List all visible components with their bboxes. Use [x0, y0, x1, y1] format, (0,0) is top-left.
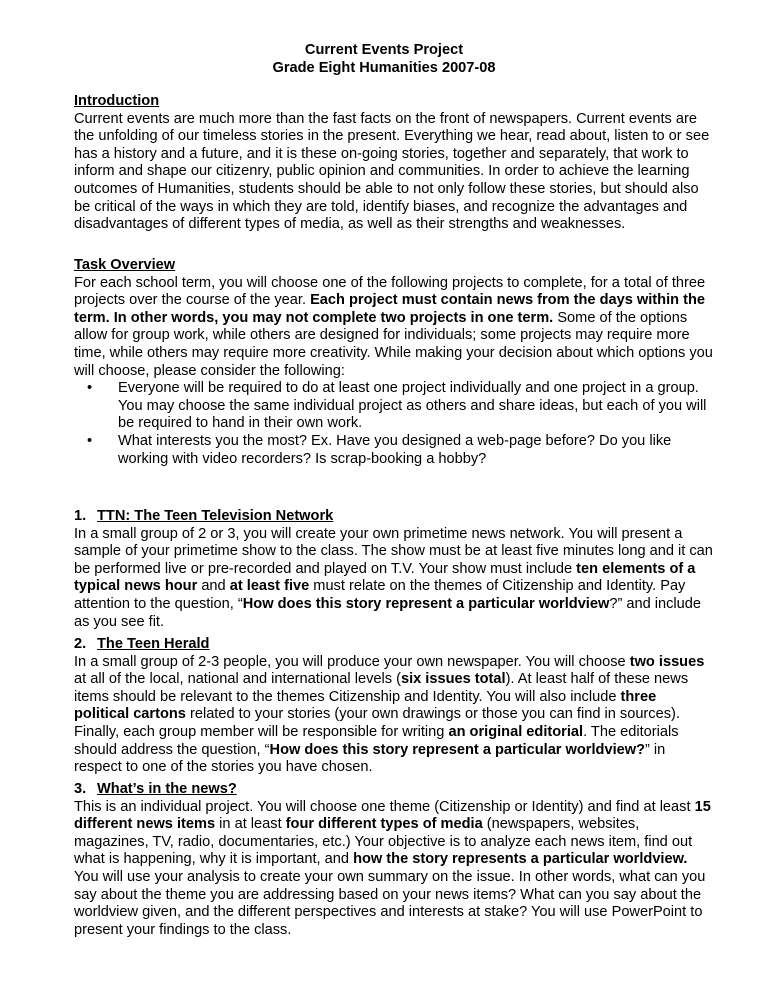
bullet-icon: •: [87, 432, 93, 449]
project-1-heading: [74, 508, 714, 526]
overview-text-rest: Some of the options allow for group work, while others are designed for individuals; some projects may require more time, while others may require more creativity. While making your decision about which options you will choose, please consider the following:: [74, 309, 713, 379]
bold-text: ten elements of a typical news hour: [74, 560, 696, 595]
project-1-section: [74, 508, 714, 631]
project-number: 2.: [74, 636, 87, 652]
bold-text: two issues: [629, 653, 705, 670]
list-item-text: What interests you the most? Ex. Have you designed a web-page before? Do you like working with video recorders? Is scrap-booking a hobby?: [118, 432, 672, 467]
title-line-1: Current Events Project: [304, 42, 464, 58]
introduction-section: [74, 93, 714, 234]
bold-text: how the story represents a particular worldview.: [353, 851, 688, 868]
introduction-heading: Introduction: [74, 93, 160, 109]
task-overview-heading: Task Overview: [74, 257, 176, 273]
text-part: . The editorials should address the question, “: [74, 723, 679, 758]
text-part: ” in respect to one of the stories you have chosen.: [74, 741, 666, 776]
overview-text-part: For each school term, you will choose one of the following projects to complete, for a total of three projects over the course of the year.: [74, 274, 706, 309]
project-2-heading: [74, 636, 714, 654]
text-part: must relate on the themes of Citizenship and Identity. Pay attention to the question, “: [74, 578, 686, 612]
considerations-list: [74, 380, 714, 468]
task-overview-text: [74, 275, 714, 381]
bold-text: 15 different news items: [74, 798, 711, 833]
list-item: [74, 380, 714, 433]
introduction-text: Current events are much more than the fast facts on the front of newspapers. Current events are the unfolding of our timeless stories in the present. Everything we hear, read about, listen to or see has a history and a future, and it is these on-going stories, together and separately, that work to inform and shape our citizenry, public opinion and communities. In order to achieve the learning outcomes of Humanities, students should be able to not only follow these stories, but should also be critical of the ways in which they are told, identify biases, and recognize the advantages and disadvantages of different types of media, as well as their strengths and weaknesses.: [74, 110, 710, 233]
project-2-text: [74, 654, 714, 777]
overview-bold-text: Each project must contain news from the days within the term. In other words, you may not complete two projects in one term.: [74, 292, 705, 326]
project-2-section: [74, 636, 714, 777]
title-line-2: Grade Eight Humanities 2007-08: [272, 60, 496, 76]
text-part: In a small group of 2-3 people, you will produce your own newspaper. You will choose: [74, 653, 630, 670]
text-part: and: [197, 578, 230, 595]
project-1-text: [74, 526, 714, 632]
bold-text: three political cartons: [74, 688, 657, 723]
document-title: [0, 42, 768, 78]
project-3-text: [74, 799, 714, 940]
bold-text: an original editorial: [448, 723, 584, 740]
text-part: at all of the local, national and international levels (: [74, 671, 401, 688]
project-3-heading: [74, 781, 714, 799]
bold-text: six issues total: [400, 671, 506, 688]
bold-text: four different types of media: [285, 816, 483, 833]
text-part: in at least: [215, 816, 286, 833]
bullet-icon: •: [87, 380, 93, 397]
text-part: related to your stories (your own drawings or those you can find in sources). Finally, each group member will be responsible for writing: [74, 706, 680, 740]
task-overview-section: [74, 257, 714, 468]
project-number: 1.: [74, 508, 87, 524]
text-part: (newspapers, websites, magazines, TV, radio, documentaries, etc.) Your objective is to analyze each news item, find out what is happening, why it is important, and: [74, 816, 693, 868]
project-number: 3.: [74, 781, 87, 797]
project-title: TTN: The Teen Television Network: [97, 508, 334, 524]
text-part: In a small group of 2 or 3, you will create your own primetime news network. You will present a sample of your primetime show to the class. The show must be at least five minutes long and it can be performed live or pre-recorded and played on T.V. Your show must include: [74, 525, 713, 577]
text-part: ?” and include as you see fit.: [74, 595, 702, 630]
text-part: This is an individual project. You will choose one theme (Citizenship or Identity) and find at least: [74, 798, 695, 815]
list-item-text: Everyone will be required to do at least one project individually and one project in a group. You may choose the same individual project as others and share ideas, but each of you will be required to hand in their own work.: [118, 380, 707, 432]
project-3-section: [74, 781, 714, 939]
bold-text: at least five: [229, 578, 310, 595]
text-part: ). At least half of these news items should be relevant to the themes Citizenship and Identity. You will also include: [74, 671, 689, 705]
project-title: The Teen Herald: [97, 636, 210, 652]
bold-text: How does this story represent a particular worldview?: [269, 741, 646, 758]
bold-text: How does this story represent a particular worldview: [242, 595, 610, 612]
text-part: You will use your analysis to create your own summary on the issue. In other words, what can you say about the theme you are addressing based on your news items? What can you say about the worldview given, and the different perspectives and interests at stake? You will use PowerPoint to present your findings to the class.: [74, 868, 706, 938]
project-title: What’s in the news?: [97, 781, 237, 797]
list-item: [74, 433, 714, 468]
